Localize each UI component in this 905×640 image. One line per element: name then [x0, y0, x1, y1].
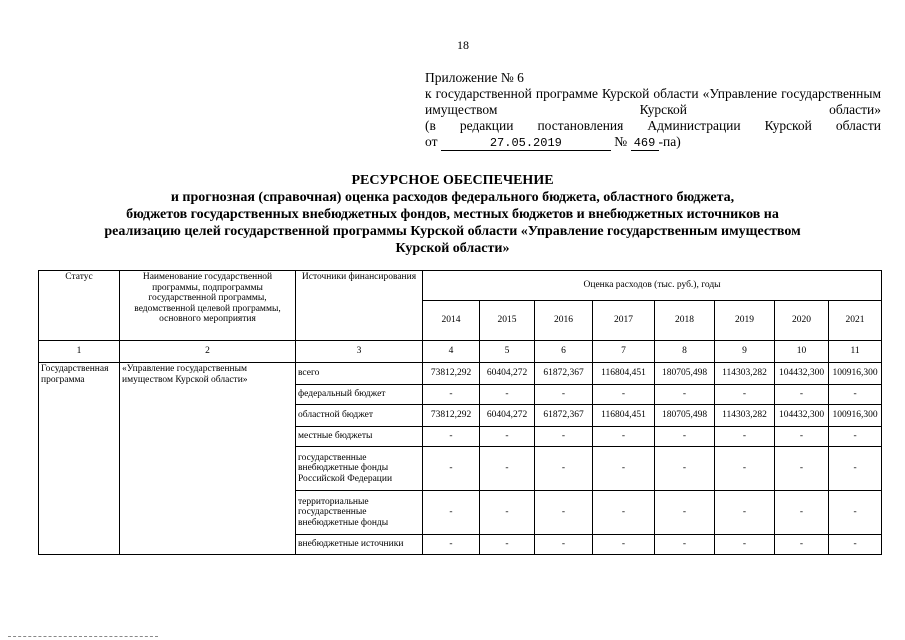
year-cell: 2018 — [655, 301, 715, 341]
title-line-3: бюджетов государственных внебюджетных фондов, местных бюджетов и внебюджетных источников на — [126, 207, 779, 222]
funding-source-cell: местные бюджеты — [296, 427, 423, 447]
resource-table — [38, 270, 882, 555]
funding-source-cell: внебюджетные источники — [296, 535, 423, 555]
value-cell: 60404,272 — [480, 363, 535, 385]
value-cell: - — [775, 535, 829, 555]
value-cell: - — [655, 491, 715, 535]
value-cell: - — [655, 427, 715, 447]
number-prefix: № — [614, 134, 628, 149]
page-number: 18 — [457, 38, 469, 52]
value-cell: 100916,300 — [829, 363, 882, 385]
status-cell: Государственная программа — [39, 363, 120, 555]
value-cell: - — [715, 385, 775, 405]
value-cell: - — [655, 535, 715, 555]
value-cell: 61872,367 — [535, 405, 593, 427]
value-cell: 104432,300 — [775, 405, 829, 427]
value-cell: - — [655, 447, 715, 491]
value-cell: - — [655, 385, 715, 405]
value-cell: - — [423, 447, 480, 491]
year-cell: 2019 — [715, 301, 775, 341]
value-cell: - — [480, 491, 535, 535]
funding-source-cell: государственные внебюджетные фонды Российской Федерации — [296, 447, 423, 491]
value-cell: 114303,282 — [715, 405, 775, 427]
value-cell: 114303,282 — [715, 363, 775, 385]
value-cell: 116804,451 — [593, 363, 655, 385]
date-prefix: от — [425, 134, 438, 149]
column-number: 1 — [39, 341, 120, 363]
column-number-row — [39, 341, 882, 363]
value-cell: - — [535, 447, 593, 491]
value-cell: 73812,292 — [423, 405, 480, 427]
value-cell: - — [480, 447, 535, 491]
value-cell: - — [423, 535, 480, 555]
value-cell: - — [535, 491, 593, 535]
value-cell: - — [423, 427, 480, 447]
value-cell: - — [715, 447, 775, 491]
year-cell: 2021 — [829, 301, 882, 341]
header-status: Статус — [39, 271, 120, 341]
resolution-date: 27.05.2019 — [441, 137, 611, 151]
value-cell: - — [715, 535, 775, 555]
appendix-block — [425, 70, 881, 151]
header-sources: Источники финансирования — [296, 271, 423, 341]
value-cell: - — [829, 535, 882, 555]
value-cell: - — [480, 535, 535, 555]
year-cell: 2014 — [423, 301, 480, 341]
column-number: 2 — [120, 341, 296, 363]
title-line-1: РЕСУРСНОЕ ОБЕСПЕЧЕНИЕ — [351, 173, 554, 188]
document-title — [0, 172, 905, 257]
value-cell: - — [775, 427, 829, 447]
funding-source-cell: всего — [296, 363, 423, 385]
value-cell: - — [593, 491, 655, 535]
column-number: 8 — [655, 341, 715, 363]
appendix-date-number — [425, 134, 881, 151]
title-line-4: реализацию целей государственной программы Курской области «Управление государственным имуществом — [104, 224, 801, 239]
value-cell: 116804,451 — [593, 405, 655, 427]
value-cell: - — [775, 385, 829, 405]
resolution-number: 469 — [631, 137, 659, 151]
year-cell: 2020 — [775, 301, 829, 341]
value-cell: - — [829, 385, 882, 405]
footer-divider — [8, 636, 158, 637]
column-number: 7 — [593, 341, 655, 363]
value-cell: - — [593, 535, 655, 555]
value-cell: 61872,367 — [535, 363, 593, 385]
column-number: 3 — [296, 341, 423, 363]
funding-source-cell: территориальные государственные внебюджетные фонды — [296, 491, 423, 535]
value-cell: - — [829, 427, 882, 447]
column-number: 5 — [480, 341, 535, 363]
column-number: 6 — [535, 341, 593, 363]
value-cell: - — [775, 447, 829, 491]
value-cell: - — [480, 385, 535, 405]
value-cell: - — [593, 447, 655, 491]
funding-source-cell: областной бюджет — [296, 405, 423, 427]
funding-source-cell: федеральный бюджет — [296, 385, 423, 405]
number-suffix: -па) — [658, 134, 681, 149]
value-cell: - — [423, 491, 480, 535]
value-cell: - — [535, 427, 593, 447]
value-cell: - — [829, 491, 882, 535]
value-cell: - — [775, 491, 829, 535]
appendix-edition: (в редакции постановления Администрации Курской области — [425, 118, 881, 133]
value-cell: - — [535, 535, 593, 555]
value-cell: - — [535, 385, 593, 405]
year-cell: 2015 — [480, 301, 535, 341]
value-cell: - — [715, 427, 775, 447]
title-line-5: Курской области» — [395, 241, 510, 256]
column-number: 10 — [775, 341, 829, 363]
year-cell: 2016 — [535, 301, 593, 341]
value-cell: - — [593, 385, 655, 405]
value-cell: - — [829, 447, 882, 491]
value-cell: 180705,498 — [655, 363, 715, 385]
program-name-cell: «Управление государственным имуществом Курской области» — [120, 363, 296, 555]
appendix-title: Приложение № 6 — [425, 70, 524, 85]
value-cell: 60404,272 — [480, 405, 535, 427]
value-cell: - — [715, 491, 775, 535]
header-program-name: Наименование государственной программы, подпрограммы государственной программы, ведомственной целевой программы, основного мероприятия — [120, 271, 296, 341]
value-cell: - — [480, 427, 535, 447]
title-line-2: и прогнозная (справочная) оценка расходов федерального бюджета, областного бюджета, — [170, 190, 735, 205]
value-cell: 104432,300 — [775, 363, 829, 385]
appendix-program-ref: к государственной программе Курской области «Управление государственным имуществом Курской области» — [425, 86, 881, 117]
value-cell: 100916,300 — [829, 405, 882, 427]
value-cell: 180705,498 — [655, 405, 715, 427]
column-number: 9 — [715, 341, 775, 363]
table-row — [39, 363, 882, 385]
header-estimate: Оценка расходов (тыс. руб.), годы — [423, 271, 882, 301]
column-number: 4 — [423, 341, 480, 363]
value-cell: - — [423, 385, 480, 405]
column-number: 11 — [829, 341, 882, 363]
year-cell: 2017 — [593, 301, 655, 341]
value-cell: - — [593, 427, 655, 447]
value-cell: 73812,292 — [423, 363, 480, 385]
